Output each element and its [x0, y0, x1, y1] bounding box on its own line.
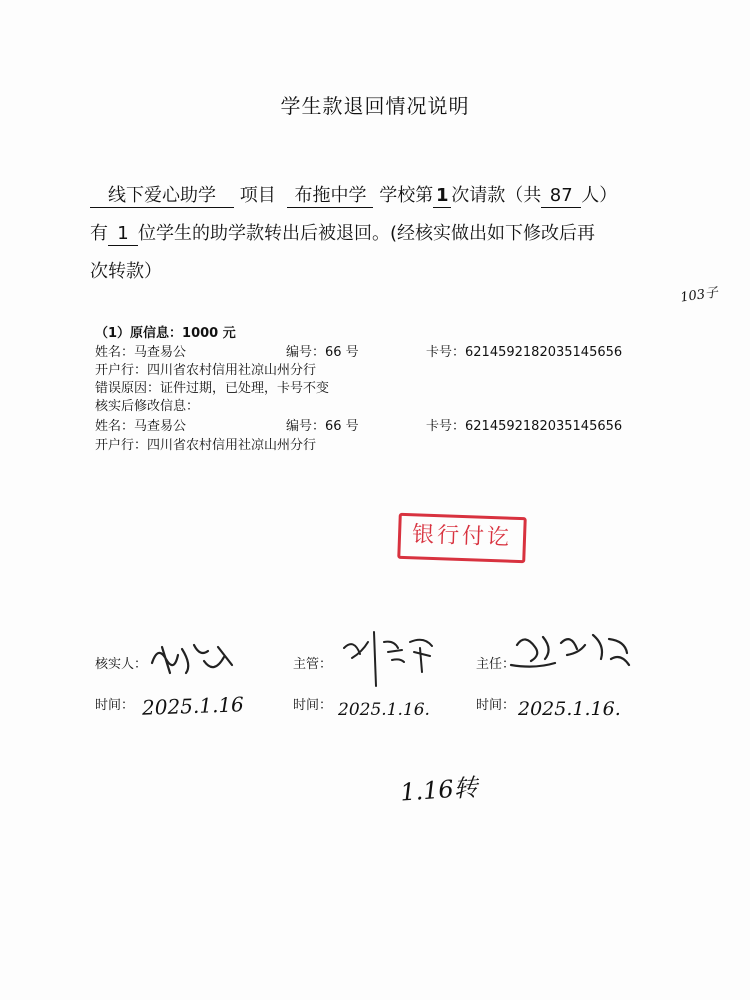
- director-signature: [505, 625, 635, 680]
- supervisor-date: 2025.1.16.: [338, 700, 430, 720]
- revised-bank: 开户行：四川省农村信用社凉山州分行: [95, 438, 317, 453]
- director-date: 2025.1.16.: [518, 698, 621, 720]
- revised-info-header: 核实后修改信息：: [95, 399, 200, 414]
- bank-paid-stamp: 银行付讫: [397, 513, 527, 563]
- verifier-signature: [148, 635, 238, 680]
- verifier-date: 2025.1.16: [141, 692, 245, 720]
- verifier-label: 核实人：: [95, 657, 148, 672]
- school-name: 布拖中学: [287, 185, 373, 208]
- paragraph-line-2: [90, 223, 595, 246]
- original-number: 编号：66 号: [286, 345, 359, 360]
- returned-count: 1: [108, 223, 138, 246]
- line2-suffix: 位学生的助学款转出后被退回。(经核实做出如下修改后再: [138, 223, 596, 244]
- label-count: 人）: [581, 185, 618, 206]
- label-school: 学校第: [379, 185, 434, 206]
- revised-name: 姓名：马查易公: [95, 419, 187, 434]
- student-count: 87: [541, 185, 581, 208]
- side-handwritten-note: 103子: [679, 285, 719, 306]
- original-card: 卡号：6214592182035145656: [426, 345, 623, 360]
- error-reason: 错误原因：证件过期，已处理，卡号不变: [95, 381, 330, 396]
- line2-prefix: 有: [90, 223, 108, 244]
- handwritten-transfer-note: 1.16转: [399, 773, 479, 807]
- supervisor-label: 主管：: [293, 657, 333, 672]
- batch-number: 1: [433, 185, 451, 208]
- original-bank: 开户行：四川省农村信用社凉山州分行: [95, 363, 317, 378]
- project-name: 线下爱心助学: [90, 185, 234, 208]
- supervisor-time-label: 时间：: [293, 698, 333, 713]
- original-info-header: （1）原信息：1000 元: [95, 326, 236, 341]
- director-label: 主任：: [476, 657, 516, 672]
- supervisor-signature: [340, 628, 440, 688]
- director-time-label: 时间：: [476, 698, 516, 713]
- revised-card: 卡号：6214592182035145656: [426, 419, 623, 434]
- original-name: 姓名：马查易公: [95, 345, 187, 360]
- document-title: 学生款退回情况说明: [280, 94, 470, 118]
- label-project: 项目: [239, 185, 276, 206]
- paragraph-line-3: 次转款）: [90, 261, 162, 282]
- revised-number: 编号：66 号: [286, 419, 359, 434]
- paragraph-line-1: [90, 185, 617, 208]
- verifier-time-label: 时间：: [95, 698, 135, 713]
- label-batch: 次请款（共: [451, 185, 542, 206]
